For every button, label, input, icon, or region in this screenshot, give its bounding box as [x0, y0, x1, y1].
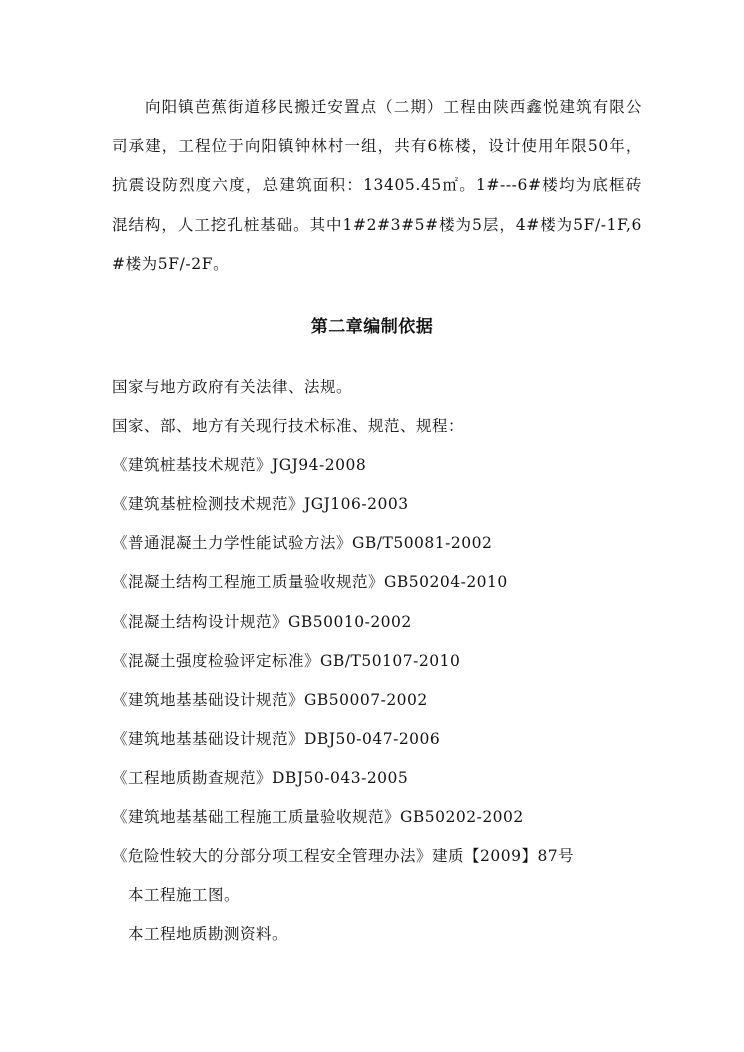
list-item: 《建筑地基基础设计规范》DBJ50-047-2006: [112, 729, 441, 748]
project-overview-paragraph: 向阳镇芭蕉街道移民搬迁安置点（二期）工程由陕西鑫悦建筑有限公司承建，工程位于向阳镇钟林村一组，共有6栋楼，设计使用年限50年，抗震设防烈度六度，总建筑面积：13405.45㎡。1#---6#楼均为底框砖混结构，人工挖孔桩基础。其中1#2#3#5#楼为5层，4#楼为5F/-1F,6#楼为5F/-2F。: [112, 98, 642, 273]
list-item: 《建筑地基基础设计规范》GB50007-2002: [112, 690, 428, 709]
list-item: 《混凝土结构工程施工质量验收规范》GB50204-2010: [112, 573, 508, 592]
list-item: 《建筑桩基技术规范》JGJ94-2008: [112, 456, 367, 475]
list-item: 国家与地方政府有关法律、法规。: [112, 378, 353, 396]
chapter-title: 第二章编制依据: [310, 317, 434, 337]
list-item: 《混凝土强度检验评定标准》GB/T50107-2010: [112, 651, 461, 670]
list-item: 《混凝土结构设计规范》GB50010-2002: [112, 612, 412, 631]
list-item: 《危险性较大的分部分项工程安全管理办法》建质【2009】87号: [112, 847, 575, 866]
list-item: 国家、部、地方有关现行技术标准、规范、规程：: [112, 417, 465, 436]
list-item: 《工程地质勘查规范》DBJ50-043-2005: [112, 768, 409, 787]
list-item: 本工程地质勘测资料。: [128, 925, 289, 944]
list-item: 《建筑地基基础工程施工质量验收规范》GB50202-2002: [112, 808, 524, 827]
list-item: 《建筑基桩检测技术规范》JGJ106-2003: [112, 495, 409, 514]
compilation-basis-list: [112, 368, 672, 954]
list-item: 《普通混凝土力学性能试验方法》GB/T50081-2002: [112, 534, 493, 553]
list-item: 本工程施工图。: [128, 886, 241, 905]
